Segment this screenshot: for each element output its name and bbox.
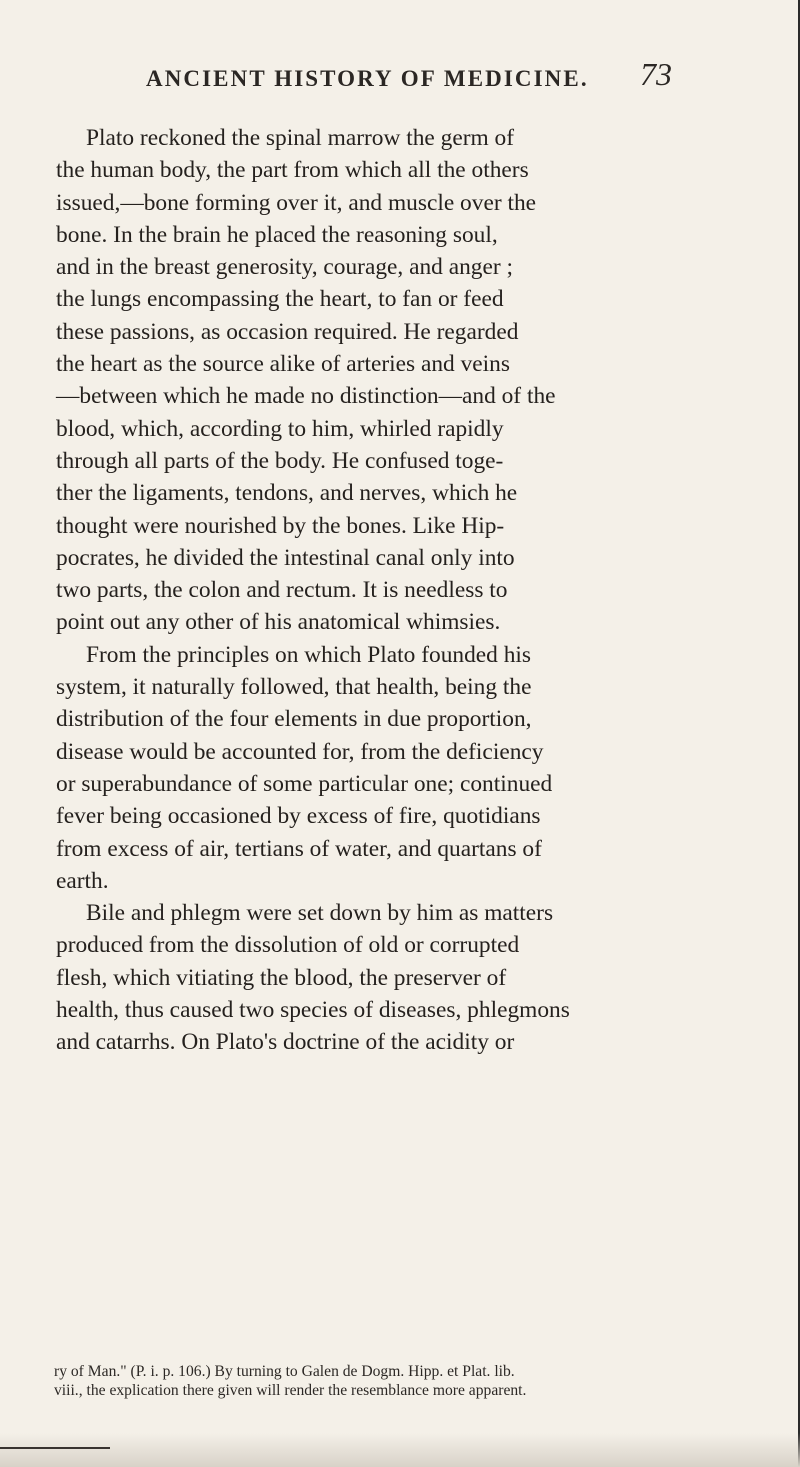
text-line: issued,—bone forming over it, and muscle over the bbox=[56, 189, 537, 216]
text-line: and in the breast generosity, courage, and anger ; bbox=[56, 254, 514, 281]
text-line: from excess of air, tertians of water, and quartans of bbox=[56, 835, 542, 862]
text-line: health, thus caused two species of diseases, phlegmons bbox=[56, 997, 570, 1024]
text-line: these passions, as occasion required. He regarded bbox=[56, 318, 519, 345]
text-line: system, it naturally followed, that health, being the bbox=[56, 674, 532, 701]
footnote-line: ry of Man." (P. i. p. 106.) By turning to Galen de Dogm. Hipp. et Plat. lib. bbox=[54, 1363, 515, 1380]
text-line: blood, which, according to him, whirled rapidly bbox=[56, 415, 504, 442]
text-line: flesh, which vitiating the blood, the preserver of bbox=[56, 964, 507, 991]
text-line: ther the ligaments, tendons, and nerves, which he bbox=[56, 480, 518, 507]
text-line: thought were nourished by the bones. Like Hip- bbox=[56, 512, 505, 539]
paragraph-2 bbox=[56, 639, 796, 897]
page-number: 73 bbox=[640, 56, 672, 92]
main-text bbox=[56, 122, 796, 1059]
text-line: through all parts of the body. He confused toge- bbox=[56, 447, 504, 474]
text-line: From the principles on which Plato founded his bbox=[86, 641, 532, 668]
footnote-line: viii., the explication there given will render the resemblance more apparent. bbox=[54, 1382, 527, 1399]
text-line: Bile and phlegm were set down by him as matters bbox=[86, 900, 554, 927]
text-line: the human body, the part from which all the others bbox=[56, 157, 529, 184]
text-line: disease would be accounted for, from the deficiency bbox=[56, 738, 544, 765]
text-line: pocrates, he divided the intestinal canal only into bbox=[56, 544, 515, 571]
text-line: Plato reckoned the spinal marrow the germ of bbox=[86, 125, 515, 151]
bottom-edge-rule bbox=[0, 1447, 110, 1449]
text-line: produced from the dissolution of old or corrupted bbox=[56, 932, 520, 959]
footnote bbox=[54, 1362, 798, 1400]
text-line: or superabundance of some particular one; continued bbox=[56, 770, 553, 797]
text-line: point out any other of his anatomical whimsies. bbox=[56, 609, 501, 636]
text-line: and catarrhs. On Plato's doctrine of the acidity or bbox=[56, 1029, 515, 1056]
text-line: bone. In the brain he placed the reasoning soul, bbox=[56, 221, 498, 248]
paragraph-1 bbox=[56, 122, 796, 639]
text-line: the heart as the source alike of arteries and veins bbox=[56, 351, 510, 378]
running-title: ANCIENT HISTORY OF MEDICINE. bbox=[146, 66, 589, 91]
paragraph-3 bbox=[56, 897, 796, 1058]
text-line: earth. bbox=[56, 867, 109, 894]
text-line: the lungs encompassing the heart, to fan or feed bbox=[56, 286, 504, 313]
text-line: two parts, the colon and rectum. It is needless to bbox=[56, 577, 508, 604]
text-line: distribution of the four elements in due proportion, bbox=[56, 706, 532, 733]
text-line: —between which he made no distinction—and of the bbox=[56, 383, 556, 410]
running-header bbox=[146, 56, 746, 106]
bottom-scan-shadow bbox=[0, 1433, 800, 1467]
text-line: fever being occasioned by excess of fire, quotidians bbox=[56, 803, 541, 830]
